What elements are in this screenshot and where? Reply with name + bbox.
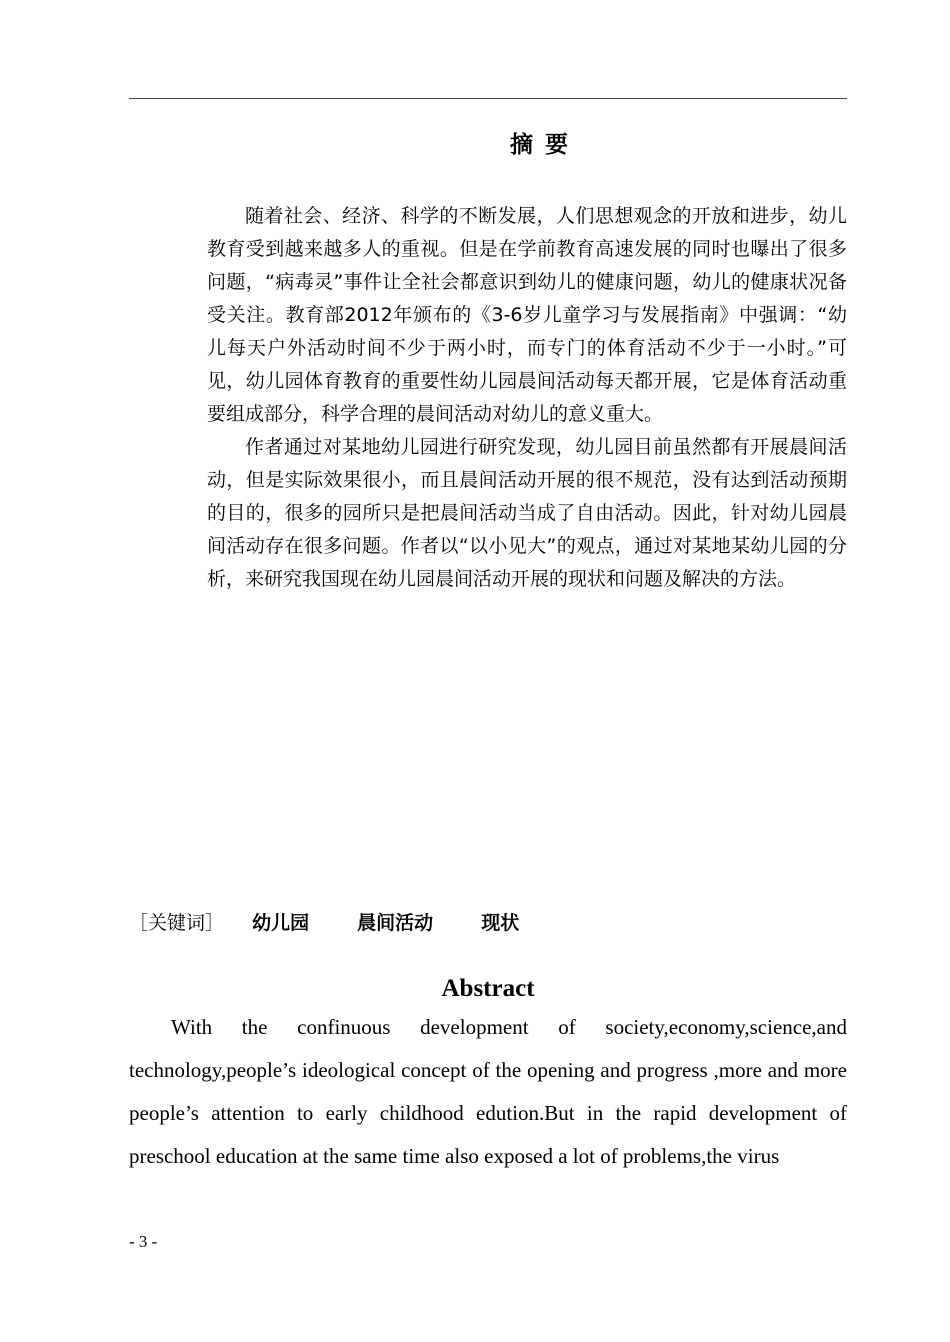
header-rule [129, 98, 847, 99]
abstract-en-title: Abstract [441, 975, 535, 1002]
keywords-label: ［关键词］ [129, 912, 225, 934]
keyword-item: 现状 [481, 912, 520, 934]
abstract-cn-title: 摘要 [510, 132, 580, 158]
keyword-item: 晨间活动 [357, 912, 434, 934]
keywords-line [129, 907, 561, 939]
abstract-cn-paragraph-2: 作者通过对某地幼儿园进行研究发现，幼儿园目前虽然都有开展晨间活动，但是实际效果很小，而且晨间活动开展的很不规范，没有达到活动预期的目的，很多的园所只是把晨间活动当成了自由活动。因此，针对幼儿园晨间活动存在很多问题。作者以“以小见大”的观点，通过对某地某幼儿园的分析，来研究我国现在幼儿园晨间活动开展的现状和问题及解决的方法。 [207, 436, 847, 590]
keyword-item: 幼儿园 [252, 912, 310, 934]
abstract-en-body: With the confinuous development of society,economy,science,and technology,people’s ideological concept of the opening and progress ,more and more people’s attention to early childhood edution.But in the rapid development of preschool education at the same time also exposed a lot of problems,the virus [129, 1015, 847, 1168]
abstract-cn-paragraph-1: 随着社会、经济、科学的不断发展，人们思想观念的开放和进步，幼儿教育受到越来越多人的重视。但是在学前教育高速发展的同时也曝出了很多问题，“病毒灵”事件让全社会都意识到幼儿的健康问题，幼儿的健康状况备受关注。教育部2012年颁布的《3-6岁儿童学习与发展指南》中强调：“幼儿每天户外活动时间不少于两小时，而专门的体育活动不少于一小时。”可见，幼儿园体育教育的重要性幼儿园晨间活动每天都开展，它是体育活动重要组成部分，科学合理的晨间活动对幼儿的意义重大。 [207, 205, 847, 425]
page-number: - 3 - [129, 1232, 158, 1251]
abstract-cn-body [207, 200, 847, 596]
